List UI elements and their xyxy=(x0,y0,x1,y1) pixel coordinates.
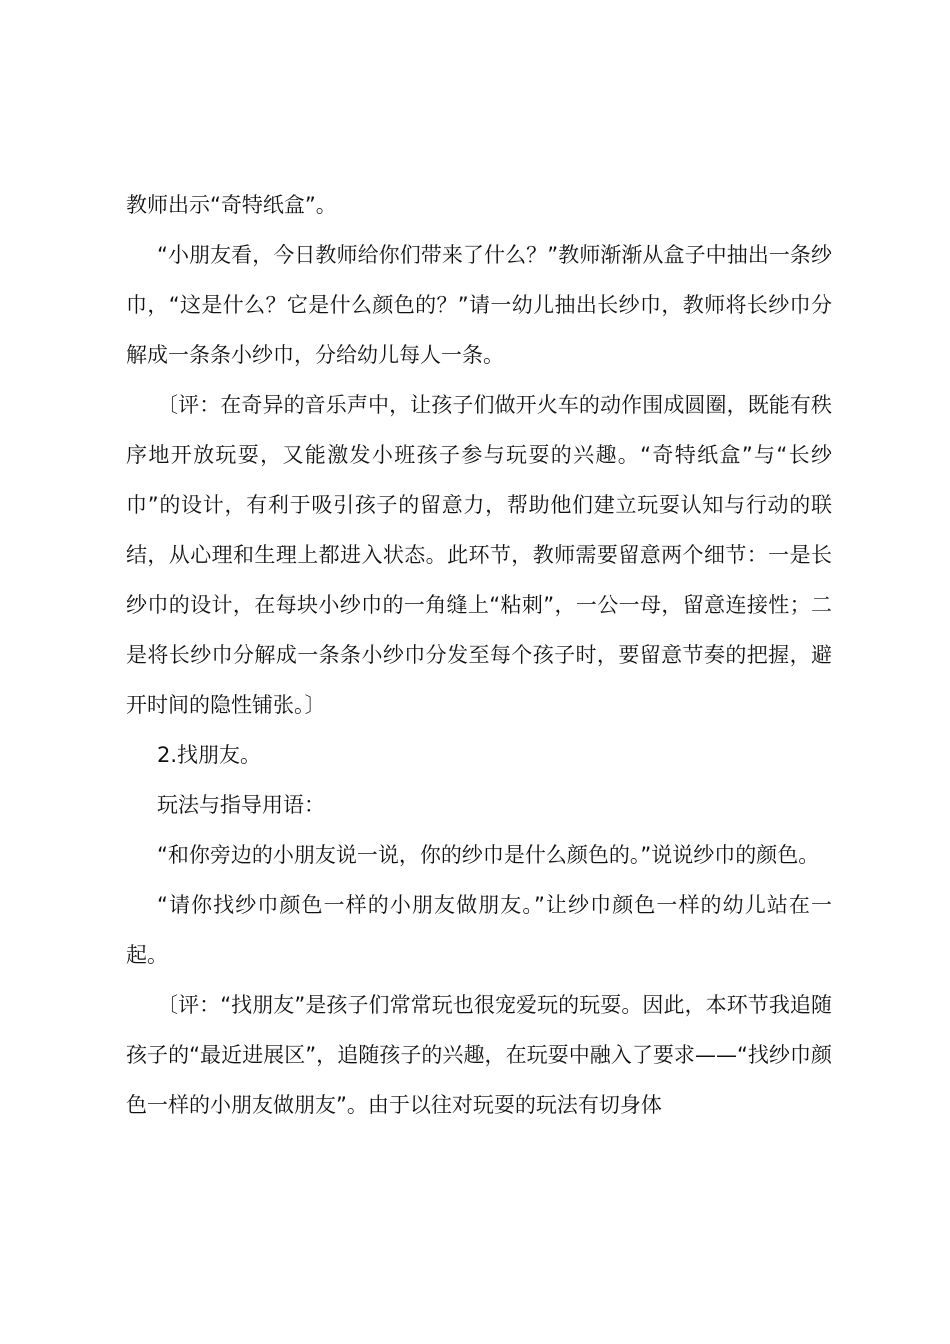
section-heading-find-friends: 2.找朋友。 xyxy=(157,743,262,767)
paragraph-commentary-2: 〔评：“找朋友”是孩子们常常玩也很宠爱玩的玩耍。因此，本环节我追随孩子的“最近进展区”，追随孩子的兴趣，在玩耍中融入了要求——“找纱巾颜色一样的小朋友做朋友”。由于以往对玩耍的玩法有切身体 xyxy=(126,993,832,1117)
paragraph-teacher-dialogue: “小朋友看，今日教师给你们带来了什么？”教师渐渐从盒子中抽出一条纱巾，“这是什么？它是什么颜色的？”请一幼儿抽出长纱巾，教师将长纱巾分解成一条条小纱巾，分给幼儿每人一条。 xyxy=(126,243,832,367)
paragraph-talk-about-color: “和你旁边的小朋友说一说，你的纱巾是什么颜色的。”说说纱巾的颜色。 xyxy=(157,843,820,867)
paragraph-commentary-1: 〔评：在奇异的音乐声中，让孩子们做开火车的动作围成圆圈，既能有秩序地开放玩耍，又能激发小班孩子参与玩耍的兴趣。“奇特纸盒”与“长纱巾”的设计，有利于吸引孩子的留意力，帮助他们建立玩耍认知与行动的联结，从心理和生理上都进入状态。此环节，教师需要留意两个细节：一是长纱巾的设计，在每块小纱巾的一角缝上“粘刺”，一公一母，留意连接性；二是将长纱巾分解成一条条小纱巾分发至每个孩子时，要留意节奏的把握，避开时间的隐性铺张。〕 xyxy=(126,393,832,717)
document-body xyxy=(126,180,832,1130)
paragraph-teacher-shows-box: 教师出示“奇特纸盒”。 xyxy=(126,193,337,217)
paragraph-find-same-color: “请你找纱巾颜色一样的小朋友做朋友。”让纱巾颜色一样的幼儿站在一起。 xyxy=(126,893,832,967)
paragraph-method-label: 玩法与指导用语： xyxy=(157,793,325,817)
